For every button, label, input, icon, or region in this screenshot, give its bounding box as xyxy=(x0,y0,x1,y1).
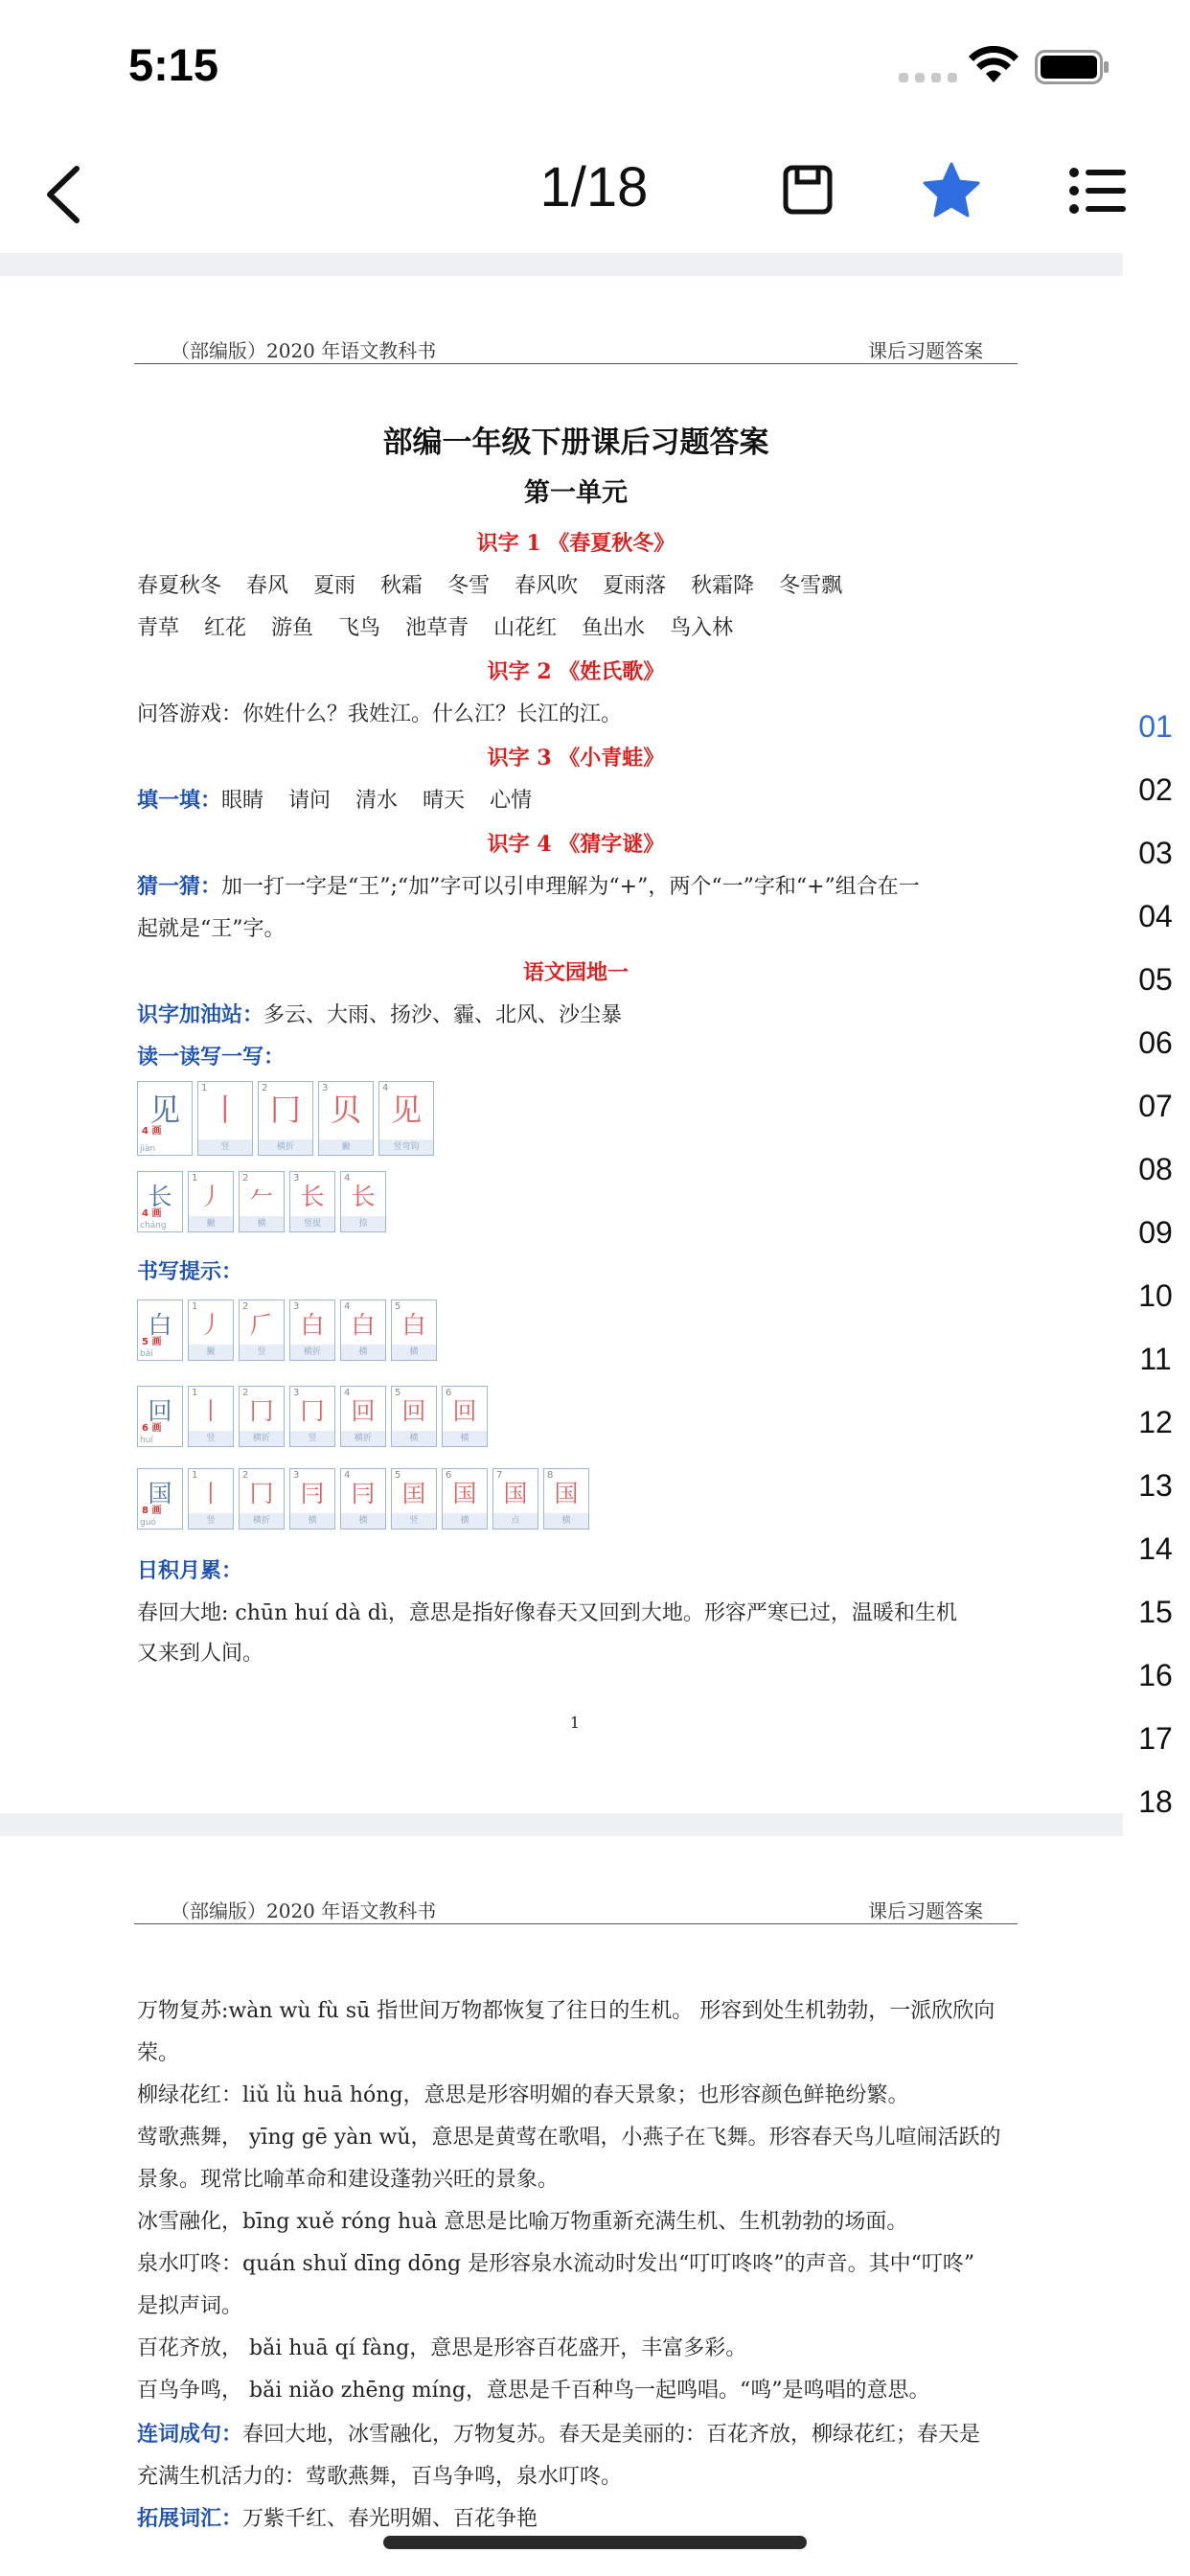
exercise-label: 读一读写一写： xyxy=(137,1045,286,1070)
character-card xyxy=(137,1171,183,1232)
paragraph-line: 景象。现常比喻革命和建设蓬勃兴旺的景象。 xyxy=(137,2168,560,2192)
character-glyph: 回 xyxy=(351,1397,376,1425)
step-number: 8 xyxy=(547,1470,554,1481)
step-number: 3 xyxy=(293,1470,300,1481)
paragraph: 春回大地: chūn huí dà dì，意思是指好像春天又回到大地。形容严寒已过，温暖和生机 xyxy=(137,1601,957,1625)
stroke-name-label: 横折 xyxy=(240,1431,284,1446)
step-number: 1 xyxy=(201,1083,208,1093)
paragraph xyxy=(137,2418,1018,2448)
exercise-label: 识字加油站： xyxy=(137,1002,264,1027)
word-item: 心情 xyxy=(490,789,533,813)
page-index-item[interactable]: 07 xyxy=(1138,1089,1173,1123)
stroke-name-label: 撇 xyxy=(189,1345,233,1360)
document-viewer[interactable] xyxy=(0,253,1123,2576)
save-icon[interactable] xyxy=(781,163,835,217)
step-number: 3 xyxy=(293,1173,300,1184)
section-heading: 识字 2 《姓氏歌》 xyxy=(487,659,665,684)
word-item: 秋霜降 xyxy=(691,574,755,598)
character-glyph: 冃 xyxy=(300,1480,325,1507)
paragraph-text: 多云、大雨、扬沙、霾、北风、沙尘暴 xyxy=(263,1003,623,1027)
stroke-name-label: 竖 xyxy=(198,1139,252,1155)
character-card xyxy=(137,1081,193,1156)
document-title: 部编一年级下册课后习题答案 xyxy=(382,426,769,460)
paragraph xyxy=(137,2502,1018,2532)
character-card xyxy=(137,1468,183,1530)
stroke-step-card xyxy=(492,1468,538,1530)
stroke-name-label: 横折 xyxy=(240,1513,284,1529)
page-index-item[interactable]: 09 xyxy=(1138,1215,1173,1250)
stroke-step-card xyxy=(340,1386,386,1447)
status-bar xyxy=(0,0,1190,134)
paragraph-line: 泉水叮咚：quán shuǐ dīng dōng 是形容泉水流动时发出“叮叮咚咚”的声音。其中“叮咚” xyxy=(137,2252,975,2276)
character-glyph: 冂 xyxy=(249,1397,274,1425)
stroke-name-label: 横折 xyxy=(259,1139,312,1155)
stroke-step-card xyxy=(340,1300,386,1361)
step-number: 7 xyxy=(496,1470,503,1481)
step-number: 2 xyxy=(262,1083,268,1093)
word-item: 冬雪飘 xyxy=(779,574,843,598)
menu-list-icon[interactable] xyxy=(1068,165,1128,217)
stroke-step-card xyxy=(289,1468,335,1530)
paragraph xyxy=(137,784,1018,814)
stroke-count-tag: 4 画 xyxy=(142,1126,162,1137)
stroke-step-card xyxy=(442,1468,488,1530)
exercise-label: 填一填： xyxy=(137,788,222,813)
cellular-signal-icon xyxy=(899,73,957,82)
step-number: 2 xyxy=(242,1470,249,1481)
paragraph-text: 万紫千红、春光明媚、百花争艳 xyxy=(242,2507,538,2531)
stroke-name-label: 横 xyxy=(341,1345,385,1360)
page-index-item[interactable]: 08 xyxy=(1138,1152,1173,1186)
character-glyph: 白 xyxy=(401,1311,426,1339)
word-item: 晴天 xyxy=(423,789,466,813)
stroke-name-label: 横折 xyxy=(341,1431,385,1446)
section-heading: 识字 3 《小青蛙》 xyxy=(487,746,665,770)
favorite-star-icon[interactable] xyxy=(922,161,981,218)
home-indicator[interactable] xyxy=(383,2536,807,2549)
step-number: 5 xyxy=(395,1388,401,1398)
stroke-order-row xyxy=(137,1468,589,1530)
section-heading: 识字 4 《猜字谜》 xyxy=(487,832,665,857)
page-number: 1 xyxy=(569,1714,581,1732)
stroke-name-label: 竖 xyxy=(290,1431,334,1446)
word-item: 请问 xyxy=(288,789,332,813)
paragraph-line: 荣。 xyxy=(137,2041,180,2065)
step-number: 4 xyxy=(344,1173,351,1184)
stroke-name-label: 竖 xyxy=(189,1513,233,1529)
stroke-count-tag: 4 画 xyxy=(142,1208,162,1219)
word-item: 鸟入林 xyxy=(670,616,734,640)
character-glyph: 冃 xyxy=(351,1480,376,1507)
paragraph-text: 春回大地，冰雪融化，万物复苏。春天是美丽的：百花齐放，柳绿花红；春天是 xyxy=(242,2423,981,2447)
pinyin-label: bái xyxy=(140,1349,153,1359)
character-glyph: 白 xyxy=(351,1311,376,1339)
paragraph-text: 加一打一字是“王”;“加”字可以引申理解为“+”，两个“一”字和“+”组合在一 xyxy=(221,875,920,899)
stroke-name-label: 横 xyxy=(240,1216,284,1231)
stroke-name-label: 横 xyxy=(443,1431,487,1446)
exercise-label: 拓展词汇： xyxy=(137,2506,243,2531)
paragraph xyxy=(137,870,1018,900)
page-index-item[interactable]: 12 xyxy=(1138,1405,1173,1439)
word-item: 夏雨 xyxy=(313,574,356,598)
page-index-item[interactable]: 02 xyxy=(1138,772,1173,807)
stroke-step-card xyxy=(188,1300,234,1361)
pinyin-label: guó xyxy=(140,1518,156,1528)
page-index-item[interactable]: 06 xyxy=(1138,1025,1173,1060)
character-glyph: 冂 xyxy=(300,1397,325,1425)
step-number: 4 xyxy=(344,1301,351,1312)
stroke-name-label: 捺 xyxy=(341,1216,385,1231)
stroke-order-row xyxy=(137,1386,488,1447)
exercise-label: 猜一猜： xyxy=(137,874,222,899)
battery-icon xyxy=(1035,50,1111,84)
character-glyph: 囯 xyxy=(401,1480,426,1507)
step-number: 4 xyxy=(344,1470,351,1481)
word-item: 池草青 xyxy=(405,616,469,640)
character-glyph: 冂 xyxy=(249,1480,274,1507)
stroke-step-card xyxy=(340,1171,386,1232)
character-glyph: 丿 xyxy=(198,1183,223,1210)
paragraph: 问答游戏：你姓什么？我姓江。什么江？长江的江。 xyxy=(137,702,623,726)
word-item: 秋霜 xyxy=(380,574,423,598)
word-item: 眼睛 xyxy=(221,789,264,813)
step-number: 1 xyxy=(192,1301,198,1312)
stroke-step-card xyxy=(318,1081,374,1156)
stroke-count-tag: 6 画 xyxy=(142,1423,162,1434)
step-number: 6 xyxy=(446,1388,452,1398)
character-glyph: 见 xyxy=(390,1092,422,1128)
stroke-step-card xyxy=(543,1468,589,1530)
exercise-label: 书写提示： xyxy=(137,1259,243,1284)
character-glyph: 丨 xyxy=(209,1092,240,1128)
stroke-name-label: 竖弯钩 xyxy=(379,1139,433,1155)
character-glyph: 丨 xyxy=(198,1397,223,1425)
step-number: 5 xyxy=(395,1301,401,1312)
stroke-step-card xyxy=(442,1386,488,1447)
word-item: 清水 xyxy=(355,789,399,813)
nav-bar xyxy=(0,134,1190,253)
page-index-item[interactable]: 10 xyxy=(1138,1278,1173,1313)
paragraph-line: 百花齐放， bǎi huā qí fàng，意思是形容百花盛开，丰富多彩。 xyxy=(137,2336,747,2360)
page-indicator: 1/18 xyxy=(539,156,649,218)
paragraph-line: 柳绿花红：liǔ lǜ huā hóng，意思是形容明媚的春天景象；也形容颜色鲜艳纷繁。 xyxy=(137,2083,909,2107)
paragraph: 又来到人间。 xyxy=(137,1642,264,1666)
section-heading: 识字 1 《春夏秋冬》 xyxy=(476,531,675,556)
character-glyph: 国 xyxy=(554,1480,579,1507)
stroke-order-row xyxy=(137,1171,386,1232)
paragraph xyxy=(137,999,1018,1028)
character-glyph: 长 xyxy=(300,1183,325,1210)
word-item: 鱼出水 xyxy=(582,616,646,640)
stroke-step-card xyxy=(289,1171,335,1232)
word-list xyxy=(137,569,1018,599)
step-number: 1 xyxy=(192,1173,198,1184)
stroke-step-card xyxy=(188,1171,234,1232)
header-left: （部编版）2020 年语文教科书 xyxy=(171,1899,437,1922)
page-index-item[interactable]: 18 xyxy=(1138,1784,1173,1819)
character-glyph: 贝 xyxy=(330,1092,361,1128)
back-chevron-icon[interactable] xyxy=(38,161,96,228)
exercise-label: 日积月累： xyxy=(137,1558,243,1583)
pinyin-label: jiàn xyxy=(140,1144,156,1154)
unit-title: 第一单元 xyxy=(524,478,628,508)
word-item: 春风吹 xyxy=(515,574,579,598)
character-glyph: 白 xyxy=(148,1311,172,1339)
step-number: 3 xyxy=(293,1301,300,1312)
header-left: （部编版）2020 年语文教科书 xyxy=(171,339,437,362)
pinyin-label: cháng xyxy=(140,1221,167,1230)
step-number: 3 xyxy=(293,1388,300,1398)
stroke-step-card xyxy=(391,1386,437,1447)
paragraph-line: 百鸟争鸣， bǎi niǎo zhēng míng，意思是千百种鸟一起鸣唱。“鸣”是鸣唱的意思。 xyxy=(137,2379,930,2403)
stroke-step-card xyxy=(239,1171,285,1232)
stroke-step-card xyxy=(197,1081,253,1156)
page-index-item[interactable]: 01 xyxy=(1138,709,1173,744)
character-glyph: 丨 xyxy=(198,1480,223,1507)
section-heading: 语文园地一 xyxy=(522,960,629,985)
word-item: 青草 xyxy=(137,616,180,640)
step-number: 2 xyxy=(242,1301,249,1312)
page-index-item[interactable]: 05 xyxy=(1138,962,1173,997)
word-item: 飞鸟 xyxy=(338,616,381,640)
word-item: 红花 xyxy=(204,616,247,640)
page-index-item[interactable]: 16 xyxy=(1138,1658,1173,1692)
stroke-step-card xyxy=(391,1468,437,1530)
word-list xyxy=(137,611,1018,641)
character-glyph: 回 xyxy=(401,1397,426,1425)
stroke-name-label: 撇 xyxy=(319,1139,373,1155)
paragraph: 起就是“王”字。 xyxy=(137,917,286,941)
page-index-item[interactable]: 04 xyxy=(1138,899,1173,933)
document-page-1 xyxy=(0,276,1123,1813)
step-number: 1 xyxy=(192,1470,198,1481)
stroke-name-label: 横 xyxy=(392,1431,436,1446)
stroke-step-card xyxy=(378,1081,434,1156)
stroke-step-card xyxy=(188,1468,234,1530)
step-number: 4 xyxy=(382,1083,389,1093)
character-glyph: 冂 xyxy=(269,1092,301,1128)
stroke-step-card xyxy=(239,1300,285,1361)
paragraph-line: 万物复苏:wàn wù fù sū 指世间万物都恢复了往日的生机。 形容到处生机勃勃，一派欣欣向 xyxy=(137,1999,995,2023)
wifi-icon xyxy=(968,46,1019,84)
stroke-step-card xyxy=(239,1386,285,1447)
stroke-order-row xyxy=(137,1081,434,1156)
stroke-step-card xyxy=(258,1081,313,1156)
stroke-name-label: 竖提 xyxy=(290,1216,334,1231)
stroke-name-label: 横 xyxy=(290,1513,334,1529)
character-glyph: 国 xyxy=(148,1480,172,1507)
step-number: 1 xyxy=(192,1388,198,1398)
paragraph: 充满生机活力的：莺歌燕舞，百鸟争鸣，泉水叮咚。 xyxy=(137,2465,623,2489)
page-index-item[interactable]: 15 xyxy=(1138,1595,1173,1629)
stroke-name-label: 横 xyxy=(544,1513,588,1529)
step-number: 2 xyxy=(242,1173,249,1184)
stroke-step-card xyxy=(188,1386,234,1447)
paragraph-line: 莺歌燕舞， yīng gē yàn wǔ，意思是黄莺在歌唱，小燕子在飞舞。形容春天鸟儿喧闹活跃的 xyxy=(137,2126,1001,2150)
word-item: 夏雨落 xyxy=(603,574,667,598)
character-glyph: 𠂉 xyxy=(249,1183,274,1210)
step-number: 6 xyxy=(446,1470,452,1481)
page-header xyxy=(134,335,1018,364)
stroke-step-card xyxy=(391,1300,437,1361)
stroke-name-label: 横 xyxy=(392,1345,436,1360)
character-glyph: 国 xyxy=(503,1480,528,1507)
page-index-item[interactable]: 13 xyxy=(1138,1468,1173,1503)
header-right: 课后习题答案 xyxy=(868,1899,983,1922)
character-glyph: 回 xyxy=(148,1397,172,1425)
page-index-item[interactable]: 11 xyxy=(1139,1342,1172,1376)
word-item: 山花红 xyxy=(493,616,558,640)
stroke-name-label: 点 xyxy=(493,1513,538,1529)
stroke-name-label: 横 xyxy=(443,1513,487,1529)
character-glyph: 𠂆 xyxy=(249,1311,274,1339)
word-item: 冬雪 xyxy=(447,574,491,598)
character-glyph: 长 xyxy=(351,1183,376,1210)
paragraph-line: 是拟声词。 xyxy=(137,2294,243,2318)
document-page-2 xyxy=(0,1836,1123,2576)
character-glyph: 见 xyxy=(149,1092,180,1128)
pinyin-label: huí xyxy=(140,1436,153,1445)
exercise-label: 连词成句： xyxy=(137,2422,243,2447)
word-item: 春夏秋冬 xyxy=(137,574,222,598)
step-number: 3 xyxy=(322,1083,329,1093)
word-item: 游鱼 xyxy=(271,616,314,640)
stroke-step-card xyxy=(289,1300,335,1361)
stroke-count-tag: 5 画 xyxy=(142,1337,162,1347)
paragraph-line: 冰雪融化，bīng xuě róng huà 意思是比喻万物重新充满生机、生机勃勃的场面。 xyxy=(137,2210,908,2234)
stroke-name-label: 横 xyxy=(341,1513,385,1529)
character-glyph: 长 xyxy=(148,1183,172,1210)
stroke-name-label: 撇 xyxy=(189,1216,233,1231)
header-right: 课后习题答案 xyxy=(868,339,983,362)
stroke-step-card xyxy=(239,1468,285,1530)
stroke-step-card xyxy=(340,1468,386,1530)
stroke-name-label: 竖 xyxy=(240,1345,284,1360)
stroke-name-label: 横折 xyxy=(290,1345,334,1360)
page-index-item[interactable]: 17 xyxy=(1138,1721,1173,1756)
character-glyph: 丿 xyxy=(198,1311,223,1339)
stroke-name-label: 竖 xyxy=(189,1431,233,1446)
step-number: 5 xyxy=(395,1470,401,1481)
status-time: 5:15 xyxy=(128,39,219,90)
character-glyph: 回 xyxy=(452,1397,477,1425)
character-card xyxy=(137,1300,183,1361)
page-index-item[interactable]: 14 xyxy=(1138,1531,1173,1566)
stroke-count-tag: 8 画 xyxy=(142,1506,162,1516)
page-index-item[interactable]: 03 xyxy=(1138,836,1173,870)
stroke-name-label: 竖 xyxy=(392,1513,436,1529)
step-number: 4 xyxy=(344,1388,351,1398)
stroke-step-card xyxy=(289,1386,335,1447)
character-glyph: 国 xyxy=(452,1480,477,1507)
stroke-order-row xyxy=(137,1300,437,1361)
character-glyph: 白 xyxy=(300,1311,325,1339)
step-number: 2 xyxy=(242,1388,249,1398)
character-card xyxy=(137,1386,183,1447)
page-header xyxy=(134,1896,1018,1924)
word-item: 春风 xyxy=(246,574,289,598)
